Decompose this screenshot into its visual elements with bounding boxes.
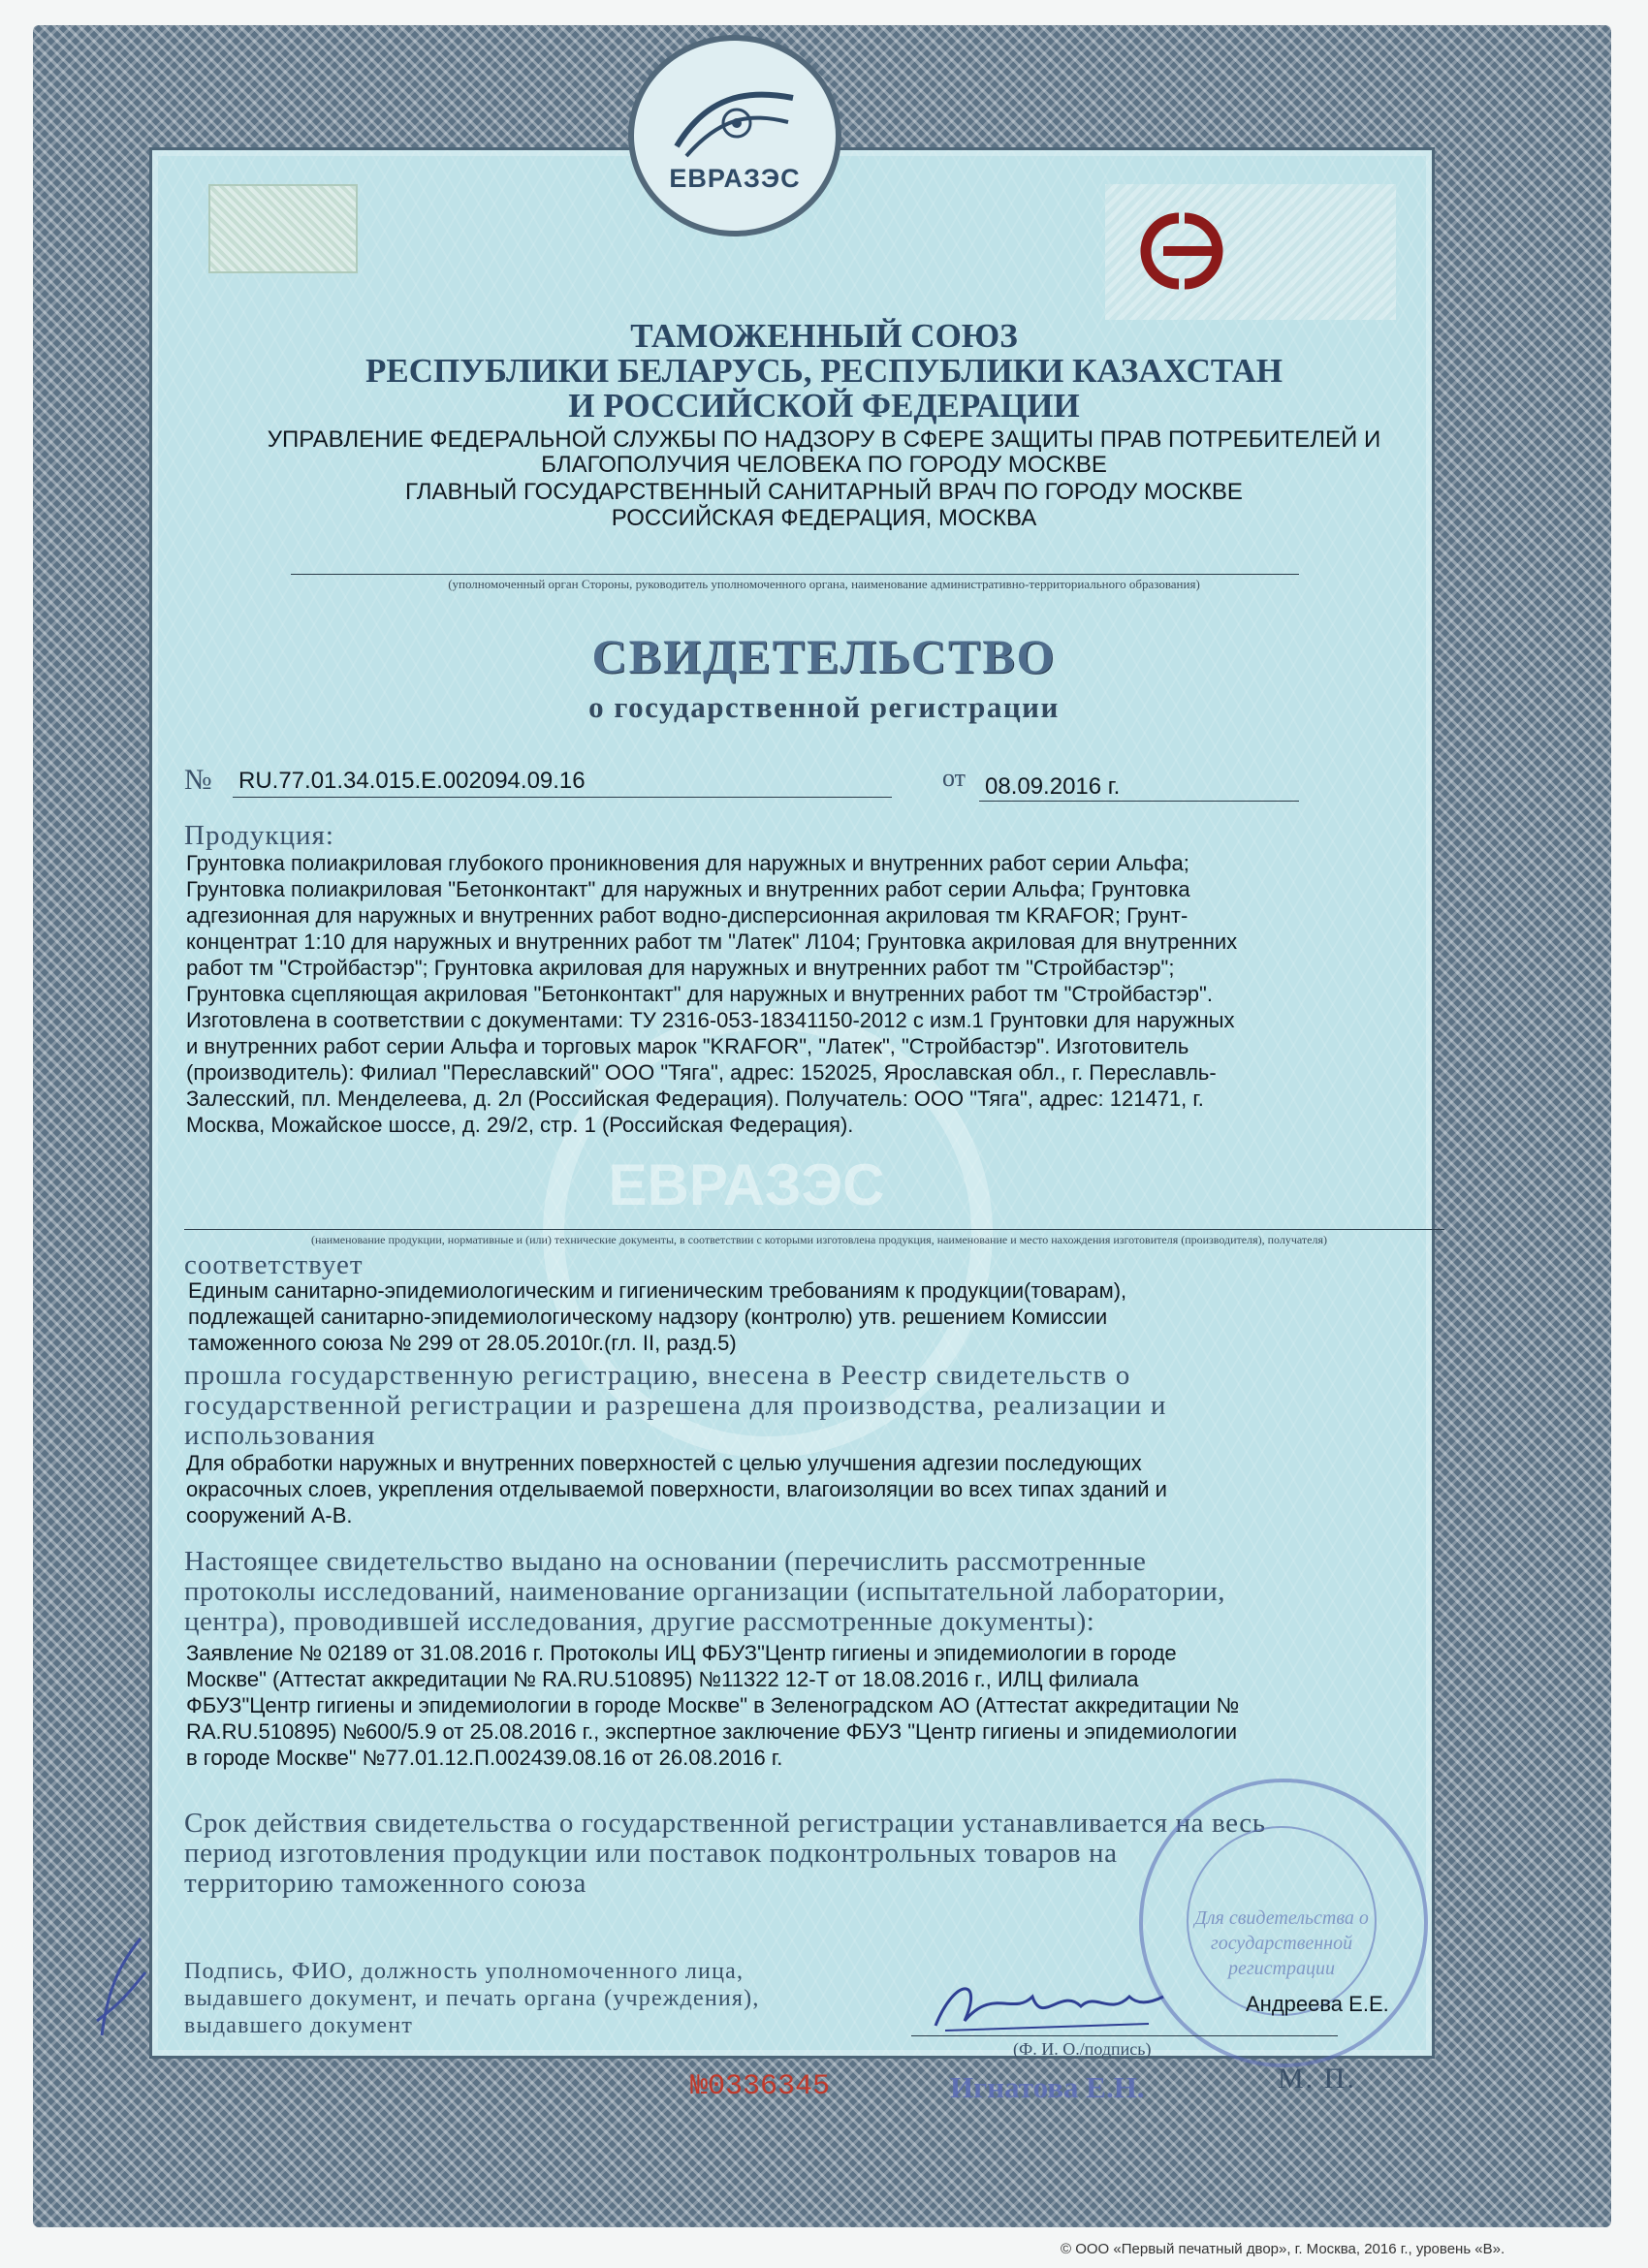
product-text [186,850,1446,1138]
basis-heading-line: центра), проводившей исследования, другие рассмотренные документы): [184,1606,1095,1637]
date-rule [979,801,1299,802]
signature-caption-line: выдавшего документ, и печать органа (учреждения), [184,1986,760,2011]
basis-heading-line: Настоящее свидетельство выдано на основании (перечислить рассмотренные [184,1546,1147,1577]
registration-date: 08.09.2016 г. [985,773,1121,800]
handwritten-signature-icon [926,1968,1168,2045]
registered-line: использования [184,1420,376,1451]
usage-line: Для обработки наружных и внутренних поверхностей с целью улучшения адгезии последующих [186,1451,1142,1475]
eurasec-logo-icon [667,79,803,168]
number-rule [233,797,892,798]
date-prefix: от [942,764,967,792]
authority-line-2: БЛАГОПОЛУЧИЯ ЧЕЛОВЕКА ПО ГОРОДУ МОСКВЕ [541,452,1107,478]
basis-line: Москве" (Аттестат аккредитации № RA.RU.510895) №11322 12-Т от 18.08.2016 г., ИЛЦ филиала [186,1667,1139,1691]
header-line-1: ТАМОЖЕННЫЙ СОЮЗ [630,317,1018,355]
registered-text [184,1361,1444,1451]
registered-line: государственной регистрации и разрешена для производства, реализации и [184,1390,1167,1421]
usage-line: сооружений А-В. [186,1503,353,1528]
registration-number: RU.77.01.34.015.Е.002094.09.16 [238,768,586,794]
product-line: Грунтовка полиакриловая "Бетонконтакт" для наружных и внутренних работ серии Альфа; Грунтовка [186,877,1190,901]
product-line: адгезионная для наружных и внутренних работ водно-дисперсионная акриловая тм KRAFOR; Грунт- [186,903,1188,928]
conformity-line: Единым санитарно-эпидемиологическим и гигиеническим требованиям к продукции(товарам), [188,1278,1127,1303]
basis-text [186,1640,1446,1771]
signature-caption-line: Подпись, ФИО, должность уполномоченного лица, [184,1959,745,1984]
conformity-line: подлежащей санитарно-эпидемиологическому надзору (контролю) утв. решением Комиссии [188,1305,1108,1329]
product-line: Грунтовка сцепляющая акриловая "Бетонконтакт" для наружных и внутренних работ тм "Стройбастэр". [186,982,1213,1006]
basis-heading [184,1547,1444,1637]
certificate-subtitle: о государственной регистрации [588,690,1060,724]
conformity-label: соответствует [184,1249,364,1280]
stamp-inner-ring [1187,1826,1377,2016]
printer-footer: © ООО «Первый печатный двор», г. Москва, 2016 г., уровень «В». [1061,2241,1505,2257]
fio-caption: (Ф. И. О./подпись) [1013,2039,1152,2059]
header-line-3: И РОССИЙСКОЙ ФЕДЕРАЦИИ [568,387,1080,425]
basis-line: в городе Москве" №77.01.12.П.002439.08.16 от 26.08.2016 г. [186,1746,783,1770]
registered-line: прошла государственную регистрацию, внесена в Реестр свидетельств о [184,1360,1131,1391]
basis-heading-line: протоколы исследований, наименование организации (испытательной лаборатории, [184,1576,1226,1607]
validity-line: Срок действия свидетельства о государственной регистрации устанавливается на весь [184,1808,1266,1839]
watermark-label: ЕВРАЗЭС [608,1152,885,1217]
product-label: Продукция: [184,820,334,851]
validity-line: период изготовления продукции или поставок подконтрольных товаров на [184,1838,1118,1869]
signature-rule [911,2035,1338,2036]
product-line: Изготовлена в соответствии с документами: ТУ 2316-053-18341150-2012 с изм.1 Грунтовки для наружных [186,1008,1235,1032]
name-stamp: Игнатова Е.Н. [950,2070,1145,2104]
basis-line: RA.RU.510895) №600/5.9 от 25.08.2016 г., экспертное заключение ФБУЗ "Центр гигиены и эпидемиологии [186,1719,1238,1744]
basis-line: Заявление № 02189 от 31.08.2016 г. Протоколы ИЦ ФБУЗ"Центр гигиены и эпидемиологии в городе [186,1641,1177,1665]
product-line: концентрат 1:10 для наружных и внутренних работ тм "Латек" Л104; Грунтовка акриловая для внутренних [186,929,1238,954]
product-line: (производитель): Филиал "Переславский" ООО "Тяга", адрес: 152025, Ярославская обл., г. Переславль- [186,1060,1217,1085]
authority-line-1: УПРАВЛЕНИЕ ФЕДЕРАЛЬНОЙ СЛУЖБЫ ПО НАДЗОРУ В СФЕРЕ ЗАЩИТЫ ПРАВ ПОТРЕБИТЕЛЕЙ И [267,426,1381,453]
validity-line: территорию таможенного союза [184,1868,586,1899]
usage-text [186,1450,1446,1528]
usage-line: окрасочных слоев, укрепления отделываемой поверхности, влагоизоляции во всех типах зданий и [186,1477,1167,1501]
authority-line-4: РОССИЙСКАЯ ФЕДЕРАЦИЯ, МОСКВА [611,505,1037,531]
product-line: Москва, Можайское шоссе, д. 29/2, стр. 1 (Российская Федерация). [186,1113,854,1137]
signature-caption [184,1958,882,2039]
product-line: и внутренних работ серии Альфа и торговых марок "KRAFOR", "Латек", "Стройбастэр". Изготовитель [186,1034,1189,1058]
margin-mark-icon [87,1929,155,2045]
product-line: работ тм "Стройбастэр"; Грунтовка акриловая для наружных и внутренних работ тм "Стройбастэр"; [186,956,1175,980]
emblem-label: ЕВРАЗЭС [669,163,801,193]
conformity-line: таможенного союза № 299 от 28.05.2010г.(гл. II, разд.5) [188,1331,737,1355]
eurasec-emblem [628,35,841,236]
form-number: №0336345 [690,2070,831,2103]
ce-mark-icon [1125,208,1241,294]
product-line: Залесский, пл. Менделеева, д. 2л (Российская Федерация). Получатель: ООО "Тяга", адрес: 121471, г. [186,1087,1204,1111]
header-line-2: РЕСПУБЛИКИ БЕЛАРУСЬ, РЕСПУБЛИКИ КАЗАХСТАН [364,352,1283,390]
hologram-left [208,184,358,273]
basis-line: ФБУЗ"Центр гигиены и эпидемиологии в городе Москве" в Зеленоградском АО (Аттестат аккредитации № [186,1693,1240,1717]
stamp-text: Для свидетельства о государственной регистрации [1194,1907,1369,1979]
signer-name: Андреева Е.Е. [1246,1992,1389,2016]
official-stamp [1139,1779,1428,2067]
conformity-text [188,1277,1448,1356]
authority-caption: (уполномоченный орган Стороны, руководитель уполномоченного органа, наименование административно-территориального образования) [448,577,1200,591]
signature-caption-line: выдавшего документ [184,2013,414,2038]
authority-line-3: ГЛАВНЫЙ ГОСУДАРСТВЕННЫЙ САНИТАРНЫЙ ВРАЧ ПО ГОРОДУ МОСКВЕ [405,479,1243,505]
number-prefix: № [184,764,212,796]
certificate-title: СВИДЕТЕЛЬСТВО [591,629,1057,683]
mp-label: М. П. [1278,2063,1356,2095]
product-caption: (наименование продукции, нормативные и (или) технические документы, в соответствии с которыми изготовлена продукция, наименование и место нахождения изготовителя (производителя), получателя) [310,1233,1328,1246]
product-rule [184,1229,1444,1230]
product-line: Грунтовка полиакриловая глубокого проникновения для наружных и внутренних работ серии Альфа; [186,851,1189,875]
authority-rule [291,574,1299,575]
